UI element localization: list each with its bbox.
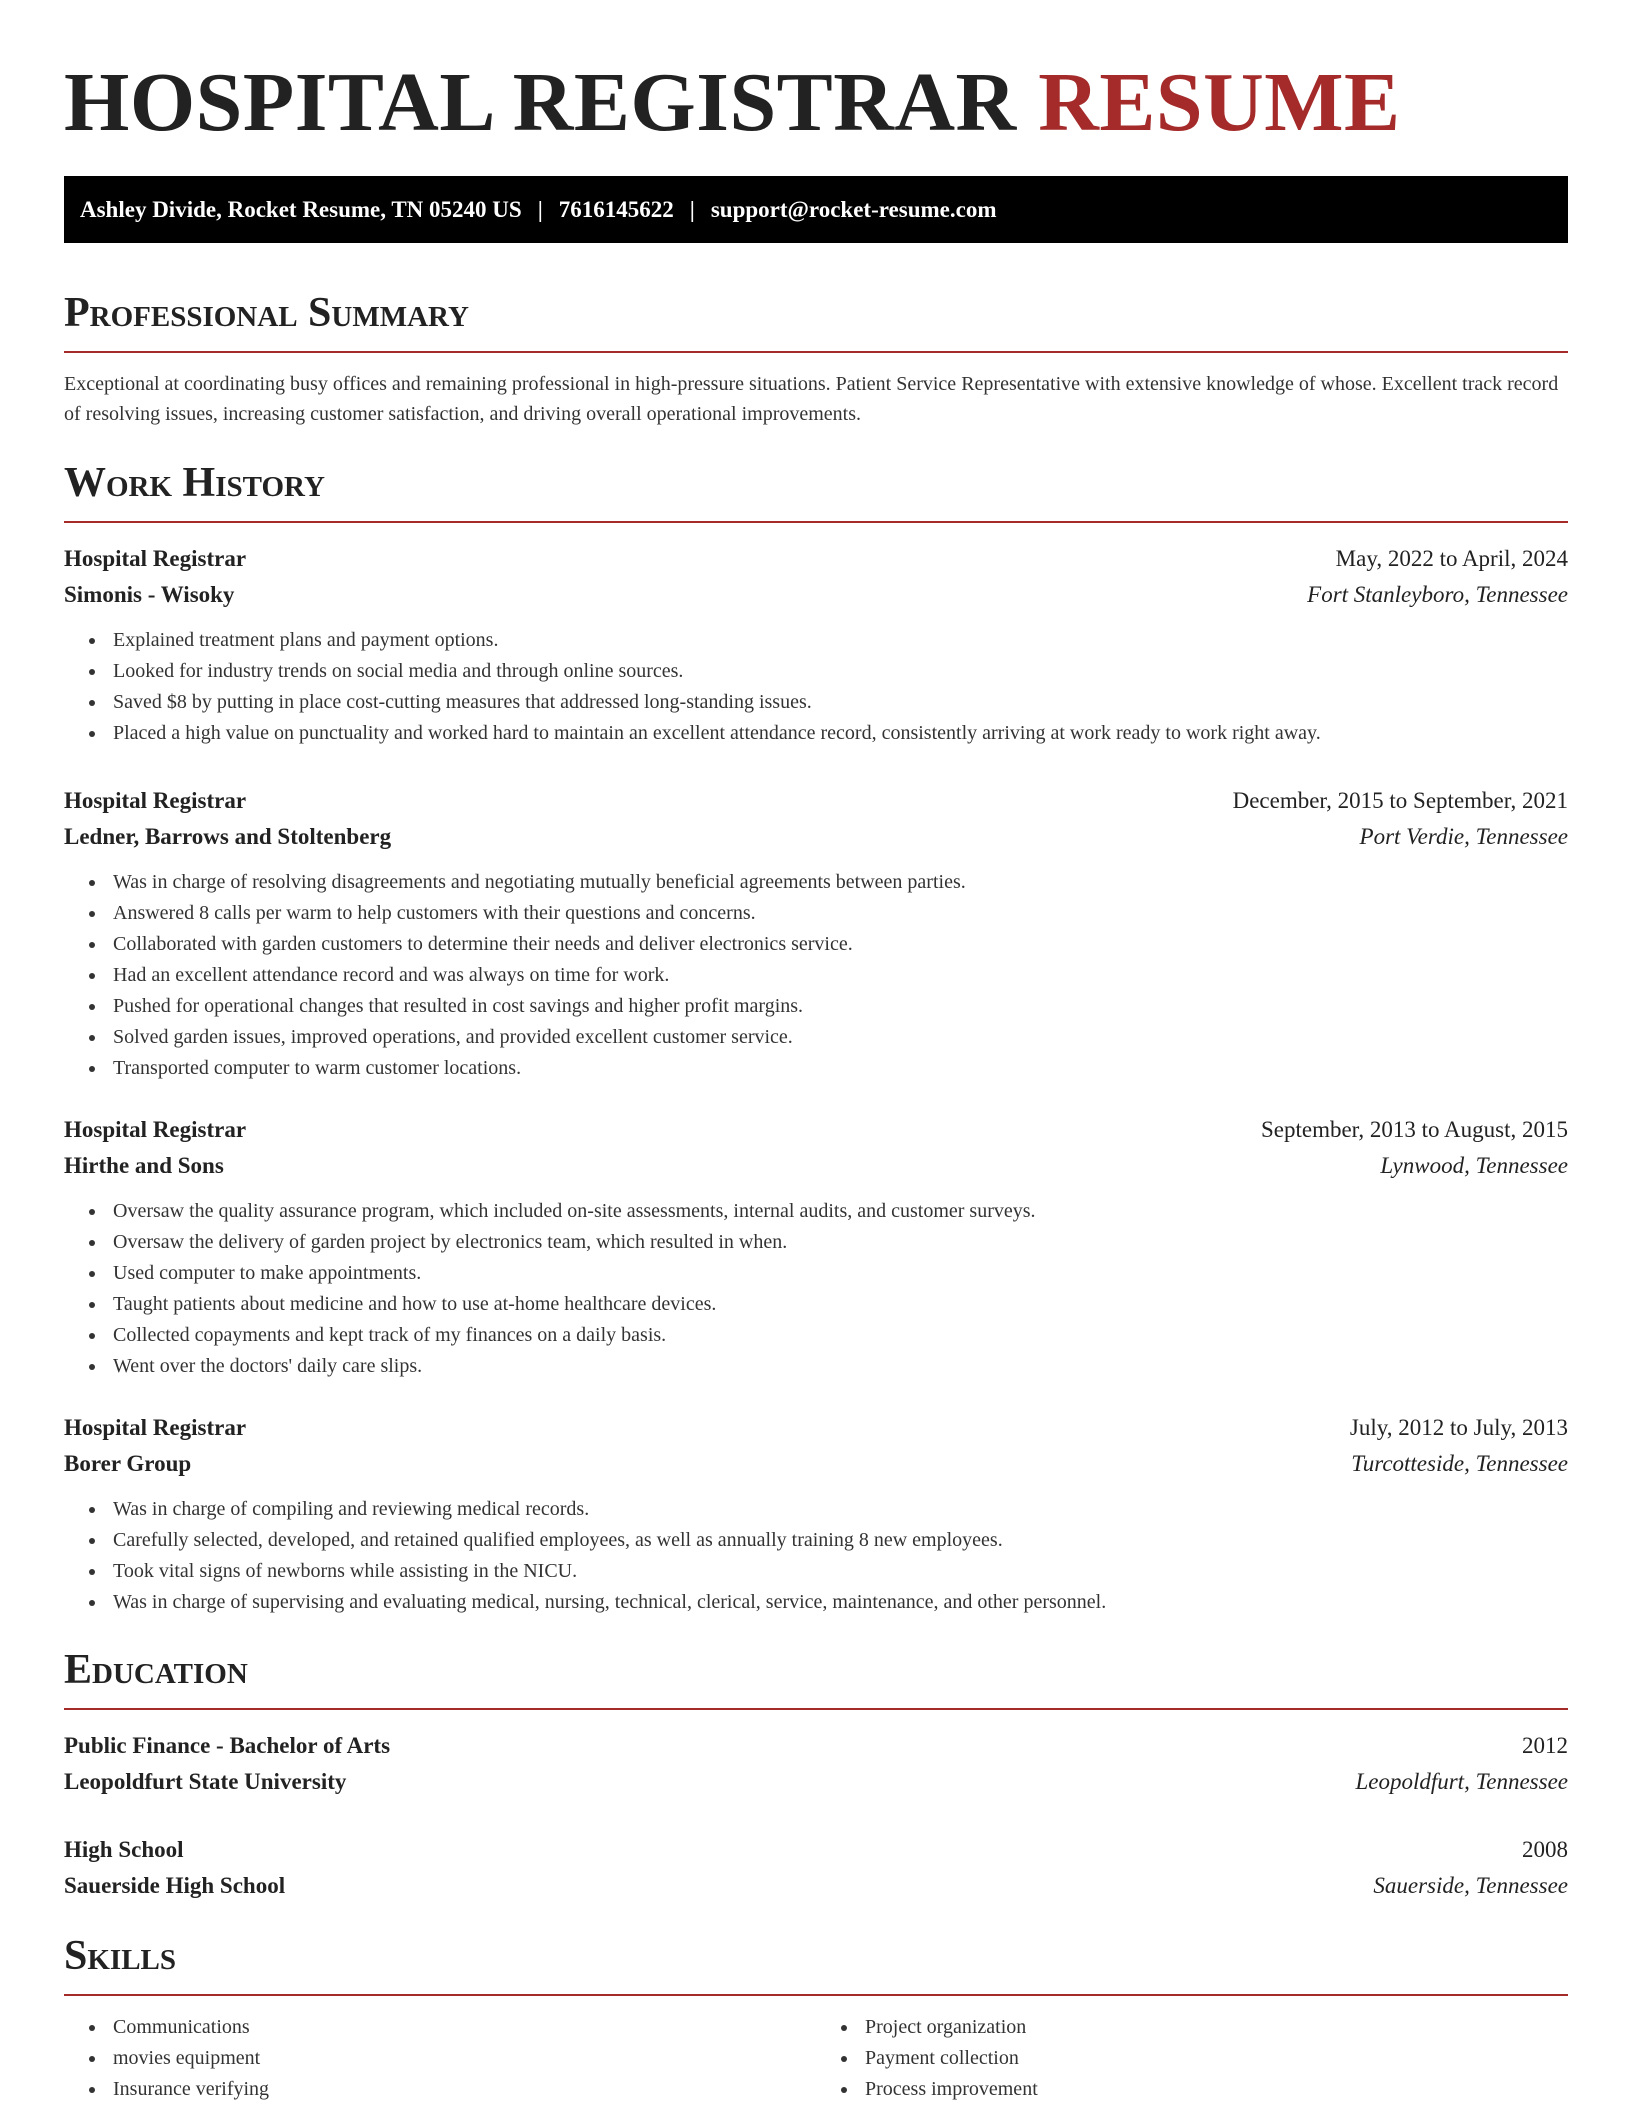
skill-item: • Communications <box>107 2012 816 2043</box>
job-entry <box>64 1410 1568 1618</box>
job-entry <box>64 783 1568 1084</box>
skills-section <box>64 1930 1568 2105</box>
job-entry <box>64 541 1568 749</box>
job-dates: December, 2015 to September, 2021 <box>1232 788 1568 813</box>
job-location: Turcotteside, Tennessee <box>1351 1451 1568 1476</box>
job-dates: September, 2013 to August, 2015 <box>1260 1117 1568 1142</box>
skill-item: • Insurance verifying <box>107 2074 816 2105</box>
list-item: • Collaborated with garden customers to determine their needs and deliver electronics service. <box>107 929 1568 960</box>
school-name: Sauerside High School <box>64 1873 286 1898</box>
education-section <box>64 1644 1568 1904</box>
job-entry <box>64 1112 1568 1382</box>
job-company: Ledner, Barrows and Stoltenberg <box>64 824 392 849</box>
list-item: • Oversaw the quality assurance program, which included on-site assessments, internal audits, and customer surveys. <box>107 1196 1568 1227</box>
education-entry <box>64 1832 1568 1904</box>
education-entry <box>64 1728 1568 1800</box>
section-divider <box>64 1994 1568 1996</box>
contact-separator: | <box>537 196 543 222</box>
job-bullets <box>64 867 1568 1084</box>
work-heading: Work History <box>64 460 325 506</box>
degree-title: High School <box>64 1837 184 1862</box>
contact-email: support@rocket-resume.com <box>710 196 997 222</box>
list-item: • Had an excellent attendance record and was always on time for work. <box>107 960 1568 991</box>
contact-separator: | <box>689 196 695 222</box>
school-name: Leopoldfurt State University <box>64 1769 347 1794</box>
section-divider <box>64 351 1568 353</box>
education-heading: Education <box>64 1647 248 1693</box>
list-item: • Took vital signs of newborns while assisting in the NICU. <box>107 1556 1568 1587</box>
job-dates: July, 2012 to July, 2013 <box>1349 1415 1568 1440</box>
graduation-year: 2012 <box>1522 1733 1568 1758</box>
degree-title: Public Finance - Bachelor of Arts <box>64 1733 391 1758</box>
summary-section <box>64 287 1568 429</box>
section-divider <box>64 521 1568 523</box>
graduation-year: 2008 <box>1522 1837 1568 1862</box>
list-item: • Solved garden issues, improved operations, and provided excellent customer service. <box>107 1022 1568 1053</box>
contact-address: Ashley Divide, Rocket Resume, TN 05240 US <box>80 196 522 222</box>
list-item: • Went over the doctors' daily care slips. <box>107 1351 1568 1382</box>
skill-item: • Project organization <box>859 2012 1568 2043</box>
title-accent: RESUME <box>1038 56 1401 149</box>
title-main: HOSPITAL REGISTRAR <box>64 56 1017 149</box>
list-item: • Collected copayments and kept track of my finances on a daily basis. <box>107 1320 1568 1351</box>
job-company: Borer Group <box>64 1451 192 1476</box>
job-company: Hirthe and Sons <box>64 1153 224 1178</box>
skills-column-left <box>64 2012 816 2105</box>
list-item: • Was in charge of resolving disagreements and negotiating mutually beneficial agreements between parties. <box>107 867 1568 898</box>
skill-item: • Process improvement <box>859 2074 1568 2105</box>
list-item: • Taught patients about medicine and how to use at-home healthcare devices. <box>107 1289 1568 1320</box>
skills-column-right <box>816 2012 1568 2105</box>
list-item: • Oversaw the delivery of garden project by electronics team, which resulted in when. <box>107 1227 1568 1258</box>
skills-heading: Skills <box>64 1933 177 1979</box>
summary-text: Exceptional at coordinating busy offices and remaining professional in high-pressure situations. Patient Service Representative with extensive knowledge of whose. Excellent track record of resolving issues, increasing customer satisfaction, and driving overall operational improvements. <box>64 373 1559 425</box>
section-divider <box>64 1708 1568 1710</box>
job-location: Port Verdie, Tennessee <box>1359 824 1568 849</box>
skill-item: • Payment collection <box>859 2043 1568 2074</box>
list-item: • Placed a high value on punctuality and worked hard to maintain an excellent attendance record, consistently arriving at work ready to work right away. <box>107 718 1568 749</box>
job-bullets <box>64 625 1568 749</box>
list-item: • Was in charge of compiling and reviewing medical records. <box>107 1494 1568 1525</box>
job-company: Simonis - Wisoky <box>64 582 235 607</box>
list-item: • Explained treatment plans and payment options. <box>107 625 1568 656</box>
list-item: • Saved $8 by putting in place cost-cutting measures that addressed long-standing issues. <box>107 687 1568 718</box>
job-title: Hospital Registrar <box>64 788 247 813</box>
job-bullets <box>64 1196 1568 1382</box>
school-location: Sauerside, Tennessee <box>1373 1873 1568 1898</box>
summary-heading: Professional Summary <box>64 290 469 336</box>
school-location: Leopoldfurt, Tennessee <box>1355 1769 1568 1794</box>
resume-title <box>64 56 1568 150</box>
list-item: • Transported computer to warm customer locations. <box>107 1053 1568 1084</box>
list-item: • Carefully selected, developed, and retained qualified employees, as well as annually training 8 new employees. <box>107 1525 1568 1556</box>
list-item: • Used computer to make appointments. <box>107 1258 1568 1289</box>
resume-page <box>64 0 1568 2105</box>
skill-item: • movies equipment <box>107 2043 816 2074</box>
contact-bar <box>64 176 1568 243</box>
list-item: • Was in charge of supervising and evaluating medical, nursing, technical, clerical, service, maintenance, and other personnel. <box>107 1587 1568 1618</box>
contact-phone: 7616145622 <box>558 196 674 222</box>
skills-list <box>64 2012 1568 2105</box>
job-dates: May, 2022 to April, 2024 <box>1335 546 1568 571</box>
list-item: • Looked for industry trends on social media and through online sources. <box>107 656 1568 687</box>
work-section <box>64 457 1568 1618</box>
job-location: Fort Stanleyboro, Tennessee <box>1307 582 1568 607</box>
list-item: • Answered 8 calls per warm to help customers with their questions and concerns. <box>107 898 1568 929</box>
job-title: Hospital Registrar <box>64 1117 247 1142</box>
job-location: Lynwood, Tennessee <box>1380 1153 1568 1178</box>
job-title: Hospital Registrar <box>64 546 247 571</box>
job-title: Hospital Registrar <box>64 1415 247 1440</box>
list-item: • Pushed for operational changes that resulted in cost savings and higher profit margins. <box>107 991 1568 1022</box>
job-bullets <box>64 1494 1568 1618</box>
